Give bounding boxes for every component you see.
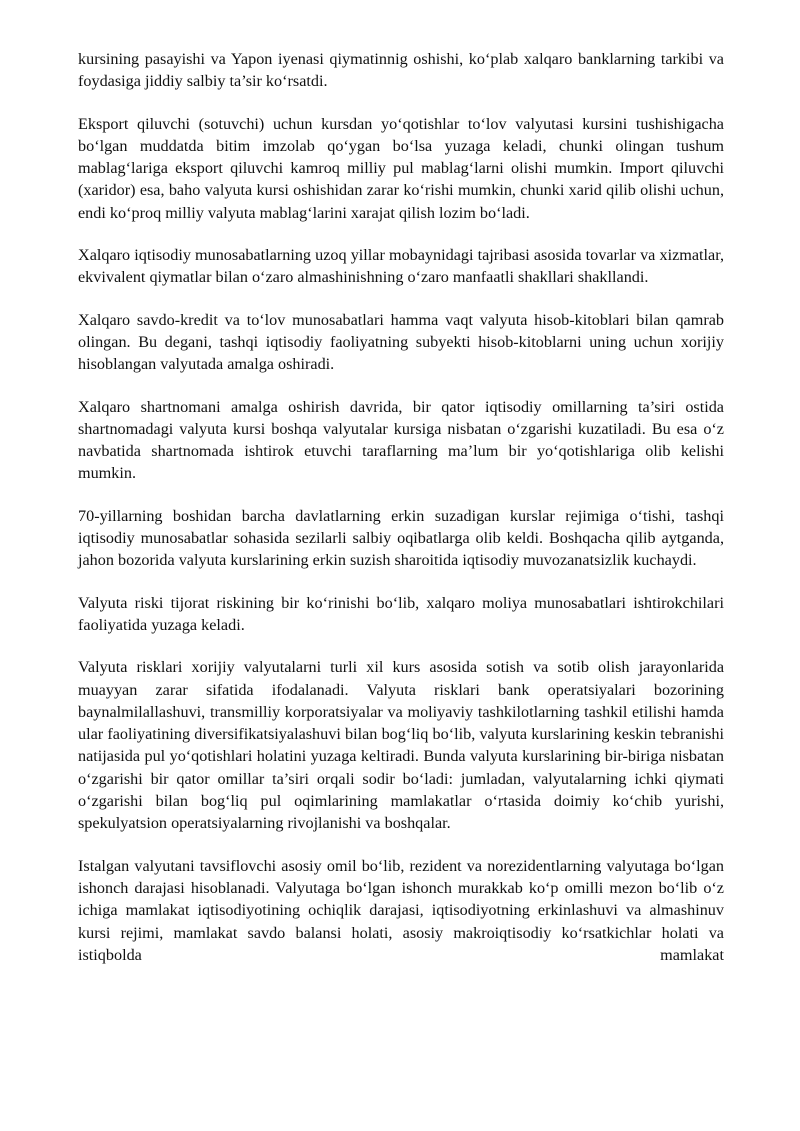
document-page [78, 48, 724, 986]
paragraph-5: Xalqaro shartnomani amalga oshirish davrida, bir qator iqtisodiy omillarning ta’siri ostida shartnomadagi valyuta kursi boshqa valyutalar kursiga nisbatan o‘zgarishi kuzatiladi. Bu esa o‘z navbatida shartnomada ishtirok etuvchi taraflarning ma’lum bir yo‘qotishlariga olib kelishi mumkin. [78, 397, 724, 483]
paragraph-8: Valyuta risklari xorijiy valyutalarni turli xil kurs asosida sotish va sotib olish jarayonlarida muayyan zarar sifatida ifodalanadi. Valyuta risklari bank operatsiyalari bozorining baynalmilallashuvi, transmilliy korporatsiyalar va moliyaviy tashkilotlarning tashkil etilishi hamda ular faoliyatining diversifikatsiyalashuvi bilan bog‘liq bo‘lib, valyuta kurslarining keskin tebranishi natijasida pul yo‘qotishlari holatini yuzaga keltiradi. Bunda valyuta kurslarining bir-biriga nisbatan o‘zgarishi bir qator omillar ta’siri orqali sodir bo‘ladi: jumladan, valyutalarning ichki qiymati o‘zgarishi bilan bog‘liq pul oqimlarining mamlakatlar o‘rtasida doimiy ko‘chib yurishi, spekulyatsion operatsiyalarning rivojlanishi va boshqalar. [78, 658, 724, 833]
paragraph-1: kursining pasayishi va Yapon iyenasi qiymatinnig oshishi, ko‘plab xalqaro banklarning tarkibi va foydasiga jiddiy salbiy ta’sir ko‘rsatdi. [78, 50, 724, 91]
paragraph-6: 70-yillarning boshidan barcha davlatlarning erkin suzadigan kurslar rejimiga o‘tishi, tashqi iqtisodiy munosabatlar sohasida sezilarli salbiy oqibatlarga olib keldi. Boshqacha qilib aytganda, jahon bozorida valyuta kurslarining erkin suzish sharoitida iqtisodiy muvozanatsizlik kuchaydi. [78, 506, 724, 570]
paragraph-4: Xalqaro savdo-kredit va to‘lov munosabatlari hamma vaqt valyuta hisob-kitoblari bilan qamrab olingan. Bu degani, tashqi iqtisodiy faoliyatning subyekti hisob-kitoblarni uning uchun xorijiy hisoblangan valyutada amalga oshiradi. [78, 310, 724, 374]
paragraph-7: Valyuta riski tijorat riskining bir ko‘rinishi bo‘lib, xalqaro moliya munosabatlari ishtirokchilari faoliyatida yuzaga keladi. [78, 593, 724, 634]
paragraph-9: Istalgan valyutani tavsiflovchi asosiy omil bo‘lib, rezident va norezidentlarning valyutaga bo‘lgan ishonch darajasi hisoblanadi. Valyutaga bo‘lgan ishonch murakkab ko‘p omilli mezon bo‘lib o‘z ichiga mamlakat iqtisodiyotining ochiqlik darajasi, iqtisodiyotning erkinlashuvi va almashinuv kursi rejimi, mamlakat savdo balansi holati, asosiy makroiqtisodiy ko‘rsatkichlar holati va istiqbolda mamlakat [78, 856, 724, 964]
paragraph-2: Eksport qiluvchi (sotuvchi) uchun kursdan yo‘qotishlar to‘lov valyutasi kursini tushishigacha bo‘lgan muddatda bitim imzolab qo‘ygan bo‘lsa yuzaga keladi, chunki olingan tushum mablag‘lariga eksport qiluvchi kamroq milliy pul mablag‘larni olishi mumkin. Import qiluvchi (xaridor) esa, baho valyuta kursi oshishidan zarar ko‘rishi mumkin, chunki xarid qilib olishi uchun, endi ko‘proq milliy valyuta mablag‘larini xarajat qilish lozim bo‘ladi. [78, 114, 724, 222]
paragraph-3: Xalqaro iqtisodiy munosabatlarning uzoq yillar mobaynidagi tajribasi asosida tovarlar va xizmatlar, ekvivalent qiymatlar bilan o‘zaro almashinishning o‘zaro manfaatli shakllari shakllandi. [78, 246, 724, 287]
